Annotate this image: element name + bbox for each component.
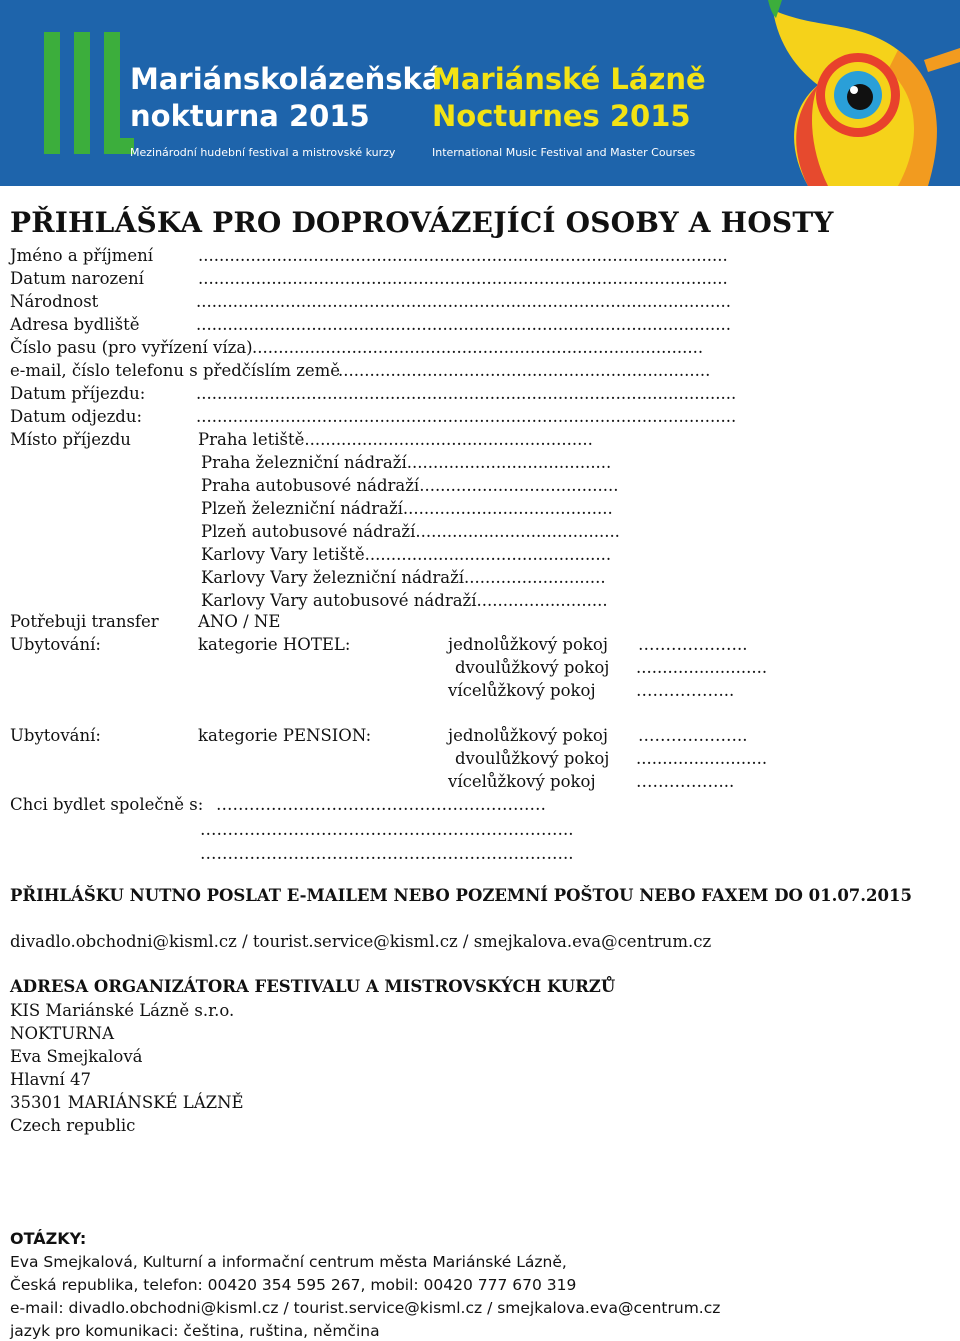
cz-subtitle: Mezinárodní hudební festival a mistrovské kurzy <box>130 146 396 159</box>
questions-line: Česká republika, telefon: 00420 354 595 267, mobil: 00420 777 670 319 <box>10 1276 577 1294</box>
accommodation-label: Ubytování: <box>10 635 101 654</box>
field-blank-departure-date[interactable]: ....................................................................................................... <box>196 407 737 426</box>
arrival-option[interactable]: Karlovy Vary autobusové nádraží......................... <box>201 591 608 610</box>
cz-title-line1: Mariánskolázeňská <box>130 62 442 96</box>
field-blank-email-phone[interactable]: ....................................................................... <box>338 361 711 380</box>
room-double-label: dvoulůžkový pokoj <box>455 658 610 677</box>
field-blank-passport[interactable]: ...................................................................................... <box>252 338 704 357</box>
accommodation-label: Ubytování: <box>10 726 101 745</box>
arrival-option[interactable]: Praha letiště....................................................... <box>198 430 593 449</box>
room-single-blank[interactable]: ……………….. <box>638 635 748 654</box>
transfer-choice[interactable]: ANO / NE <box>198 612 281 631</box>
field-blank-arrival-date[interactable]: ....................................................................................................... <box>196 384 737 403</box>
organizer-line: Czech republic <box>10 1116 136 1135</box>
contact-emails[interactable]: divadlo.obchodni@kisml.cz / tourist.service@kisml.cz / smejkalova.eva@centrum.cz <box>10 932 712 951</box>
roman-numeral-logo <box>44 30 134 162</box>
field-blank-nationality[interactable]: ...................................................................................................... <box>196 292 731 311</box>
field-label-nationality: Národnost <box>10 292 99 311</box>
en-title-line1: Mariánské Lázně <box>432 62 706 96</box>
room-single-label: jednolůžkový pokoj <box>448 726 608 745</box>
organizer-line: NOKTURNA <box>10 1024 114 1043</box>
arrival-option[interactable]: Karlovy Vary letiště............................................... <box>201 545 612 564</box>
organizer-line: Hlavní 47 <box>10 1070 91 1089</box>
cz-title-line2: nokturna 2015 <box>130 99 370 133</box>
questions-line: Eva Smejkalová, Kulturní a informační centrum města Mariánské Lázně, <box>10 1253 567 1271</box>
en-title-line2: Nocturnes 2015 <box>432 99 691 133</box>
organizer-heading: ADRESA ORGANIZÁTORA FESTIVALU A MISTROVSKÝCH KURZŮ <box>10 977 616 996</box>
roommate-blank[interactable]: …………………………………………………… <box>216 795 546 814</box>
festival-banner <box>0 0 960 186</box>
room-multi-blank[interactable]: ……………... <box>636 772 735 791</box>
questions-line: jazyk pro komunikaci: čeština, ruština, němčina <box>10 1322 380 1340</box>
en-subtitle: International Music Festival and Master Courses <box>432 146 696 159</box>
room-double-blank[interactable]: ......................... <box>636 658 768 677</box>
field-label-arrival-date: Datum příjezdu: <box>10 384 146 403</box>
field-label-email-phone: e-mail, číslo telefonu s předčíslím země <box>10 361 341 380</box>
room-multi-label: vícelůžkový pokoj <box>448 681 596 700</box>
roommate-blank[interactable]: ………………………………………………………….. <box>200 820 574 839</box>
field-label-birthdate: Datum narození <box>10 269 144 288</box>
arrival-option[interactable]: Praha železniční nádraží....................................... <box>201 453 612 472</box>
room-multi-label: vícelůžkový pokoj <box>448 772 596 791</box>
form-title: PŘIHLÁŠKA PRO DOPROVÁZEJÍCÍ OSOBY A HOSTY <box>10 206 834 239</box>
organizer-line: 35301 MARIÁNSKÉ LÁZNĚ <box>10 1093 244 1112</box>
arrival-option[interactable]: Karlovy Vary železniční nádraží........................... <box>201 568 606 587</box>
field-label-address: Adresa bydliště <box>10 315 140 334</box>
room-multi-blank[interactable]: ……………... <box>636 681 735 700</box>
field-label-departure-date: Datum odjezdu: <box>10 407 143 426</box>
organizer-line: KIS Mariánské Lázně s.r.o. <box>10 1001 235 1020</box>
field-label-passport: Číslo pasu (pro vyřízení víza) <box>10 338 253 357</box>
roommate-blank[interactable]: ………………………………………………………….. <box>200 844 574 863</box>
field-blank-birthdate[interactable]: ..................................................................................................... <box>198 269 728 288</box>
deadline-notice: PŘIHLÁŠKU NUTNO POSLAT E-MAILEM NEBO POZEMNÍ POŠTOU NEBO FAXEM DO 01.07.2015 <box>10 886 912 905</box>
field-label-name: Jméno a příjmení <box>10 246 154 265</box>
roommate-label: Chci bydlet společně s: <box>10 795 204 814</box>
room-double-blank[interactable]: ......................... <box>636 749 768 768</box>
room-single-blank[interactable]: ……………….. <box>638 726 748 745</box>
arrival-place-label: Místo příjezdu <box>10 430 131 449</box>
questions-heading: OTÁZKY: <box>10 1229 87 1248</box>
arrival-option[interactable]: Plzeň železniční nádraží........................................ <box>201 499 613 518</box>
organizer-line: Eva Smejkalová <box>10 1047 143 1066</box>
questions-line[interactable]: e-mail: divadlo.obchodni@kisml.cz / tourist.service@kisml.cz / smejkalova.eva@centrum.cz <box>10 1299 721 1317</box>
bird-logo-icon <box>748 0 960 186</box>
pension-category: kategorie PENSION: <box>198 726 372 745</box>
hotel-category: kategorie HOTEL: <box>198 635 351 654</box>
arrival-option[interactable]: Praha autobusové nádraží...................................... <box>201 476 619 495</box>
transfer-label: Potřebuji transfer <box>10 612 159 631</box>
field-blank-name[interactable]: ..................................................................................................... <box>198 246 728 265</box>
field-blank-address[interactable]: ...................................................................................................... <box>196 315 731 334</box>
arrival-option[interactable]: Plzeň autobusové nádraží....................................... <box>201 522 620 541</box>
room-single-label: jednolůžkový pokoj <box>448 635 608 654</box>
room-double-label: dvoulůžkový pokoj <box>455 749 610 768</box>
